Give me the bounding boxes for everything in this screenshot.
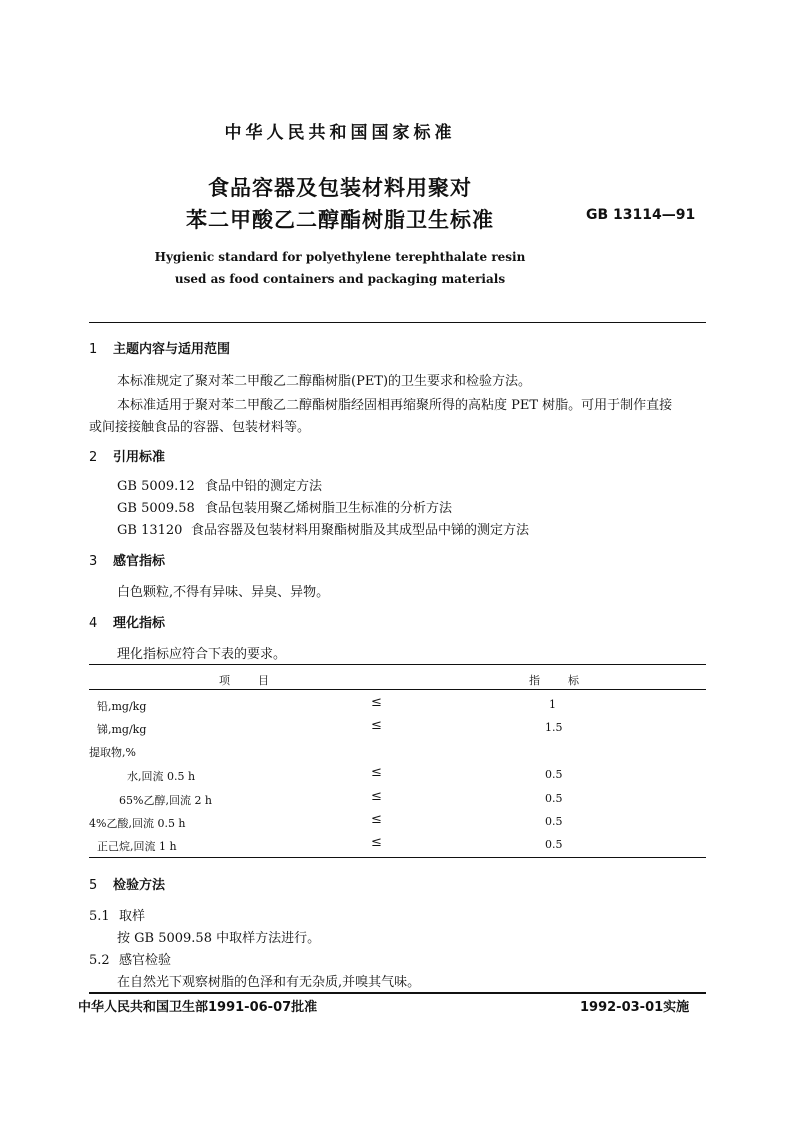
table-bottom-rule <box>89 857 706 858</box>
document-title-line-1: 食品容器及包装材料用聚对 <box>208 176 472 200</box>
footer-divider <box>89 992 706 994</box>
subsection-5-1-heading <box>89 905 145 924</box>
reference-name: 食品中铅的测定方法 <box>205 479 323 494</box>
approval-line: 中华人民共和国卫生部1991-06-07批准 <box>78 1000 318 1015</box>
table-header-index: 指 标 <box>529 674 581 687</box>
section-number: 4 <box>89 616 98 631</box>
reference-name: 食品容器及包装材料用聚酯树脂及其成型品中锑的测定方法 <box>191 523 530 538</box>
section-title: 检验方法 <box>113 878 166 893</box>
row-item: 铅,mg/kg <box>97 700 147 713</box>
subsection-number: 5.2 <box>89 953 110 968</box>
section-number: 3 <box>89 554 98 569</box>
section-title: 感官指标 <box>113 554 166 569</box>
section-4-heading <box>89 612 165 631</box>
subsection-title: 感官检验 <box>119 953 172 968</box>
subsection-number: 5.1 <box>89 909 110 924</box>
standard-code: GB 13114—91 <box>586 207 696 223</box>
reference-item <box>117 519 529 538</box>
row-operator: ≤ <box>371 812 382 827</box>
row-operator: ≤ <box>371 718 382 733</box>
section-number: 1 <box>89 342 98 357</box>
section-1-paragraph-2b: 或间接接触食品的容器、包装材料等。 <box>89 420 311 435</box>
table-header-item: 项 目 <box>219 674 271 687</box>
table-header-rule <box>89 689 706 690</box>
row-item: 4%乙酸,回流 0.5 h <box>89 817 186 830</box>
subsection-5-2-heading <box>89 949 171 968</box>
reference-name: 食品包装用聚乙烯树脂卫生标准的分析方法 <box>205 501 453 516</box>
reference-code: GB 13120 <box>117 523 183 538</box>
row-item: 锑,mg/kg <box>97 723 147 736</box>
table-top-rule <box>89 664 706 665</box>
row-value: 0.5 <box>545 838 563 851</box>
section-1-heading <box>89 338 230 357</box>
section-title: 引用标准 <box>113 450 166 465</box>
row-operator: ≤ <box>371 695 382 710</box>
section-2-heading <box>89 446 165 465</box>
english-title-line-2: used as food containers and packaging materials <box>174 272 506 286</box>
section-title: 理化指标 <box>113 616 166 631</box>
reference-item <box>117 475 322 494</box>
row-value: 0.5 <box>545 792 563 805</box>
reference-code: GB 5009.12 <box>117 479 195 494</box>
subsection-title: 取样 <box>119 909 146 924</box>
section-number: 5 <box>89 878 98 893</box>
row-value: 0.5 <box>545 815 563 828</box>
section-3-heading <box>89 550 165 569</box>
subsection-5-1-paragraph: 按 GB 5009.58 中取样方法进行。 <box>117 931 321 946</box>
reference-code: GB 5009.58 <box>117 501 195 516</box>
row-item: 65%乙醇,回流 2 h <box>119 794 213 807</box>
section-1-paragraph-2a: 本标准适用于聚对苯二甲酸乙二醇酯树脂经固相再缩聚所得的高粘度 PET 树脂。可用于制作直接 <box>117 398 673 413</box>
national-standard-header: 中华人民共和国国家标准 <box>224 123 456 143</box>
section-3-paragraph: 白色颗粒,不得有异味、异臭、异物。 <box>117 585 330 600</box>
header-divider <box>89 322 706 323</box>
section-4-paragraph: 理化指标应符合下表的要求。 <box>117 647 287 662</box>
document-title-line-2: 苯二甲酸乙二醇酯树脂卫生标准 <box>186 208 494 232</box>
section-number: 2 <box>89 450 98 465</box>
subsection-5-2-paragraph: 在自然光下观察树脂的色泽和有无杂质,并嗅其气味。 <box>117 975 421 990</box>
row-value: 1 <box>549 698 556 711</box>
row-item: 提取物,% <box>89 746 136 759</box>
row-value: 1.5 <box>545 721 563 734</box>
implementation-date: 1992-03-01实施 <box>580 1000 690 1015</box>
row-operator: ≤ <box>371 789 382 804</box>
row-operator: ≤ <box>371 765 382 780</box>
row-value: 0.5 <box>545 768 563 781</box>
section-title: 主题内容与适用范围 <box>113 342 231 357</box>
english-title-line-1: Hygienic standard for polyethylene terephthalate resin <box>154 250 526 264</box>
section-1-paragraph-1: 本标准规定了聚对苯二甲酸乙二醇酯树脂(PET)的卫生要求和检验方法。 <box>117 374 532 389</box>
reference-item <box>117 497 452 516</box>
row-item: 正己烷,回流 1 h <box>97 840 177 853</box>
row-operator: ≤ <box>371 835 382 850</box>
row-item: 水,回流 0.5 h <box>127 770 196 783</box>
section-5-heading <box>89 874 165 893</box>
